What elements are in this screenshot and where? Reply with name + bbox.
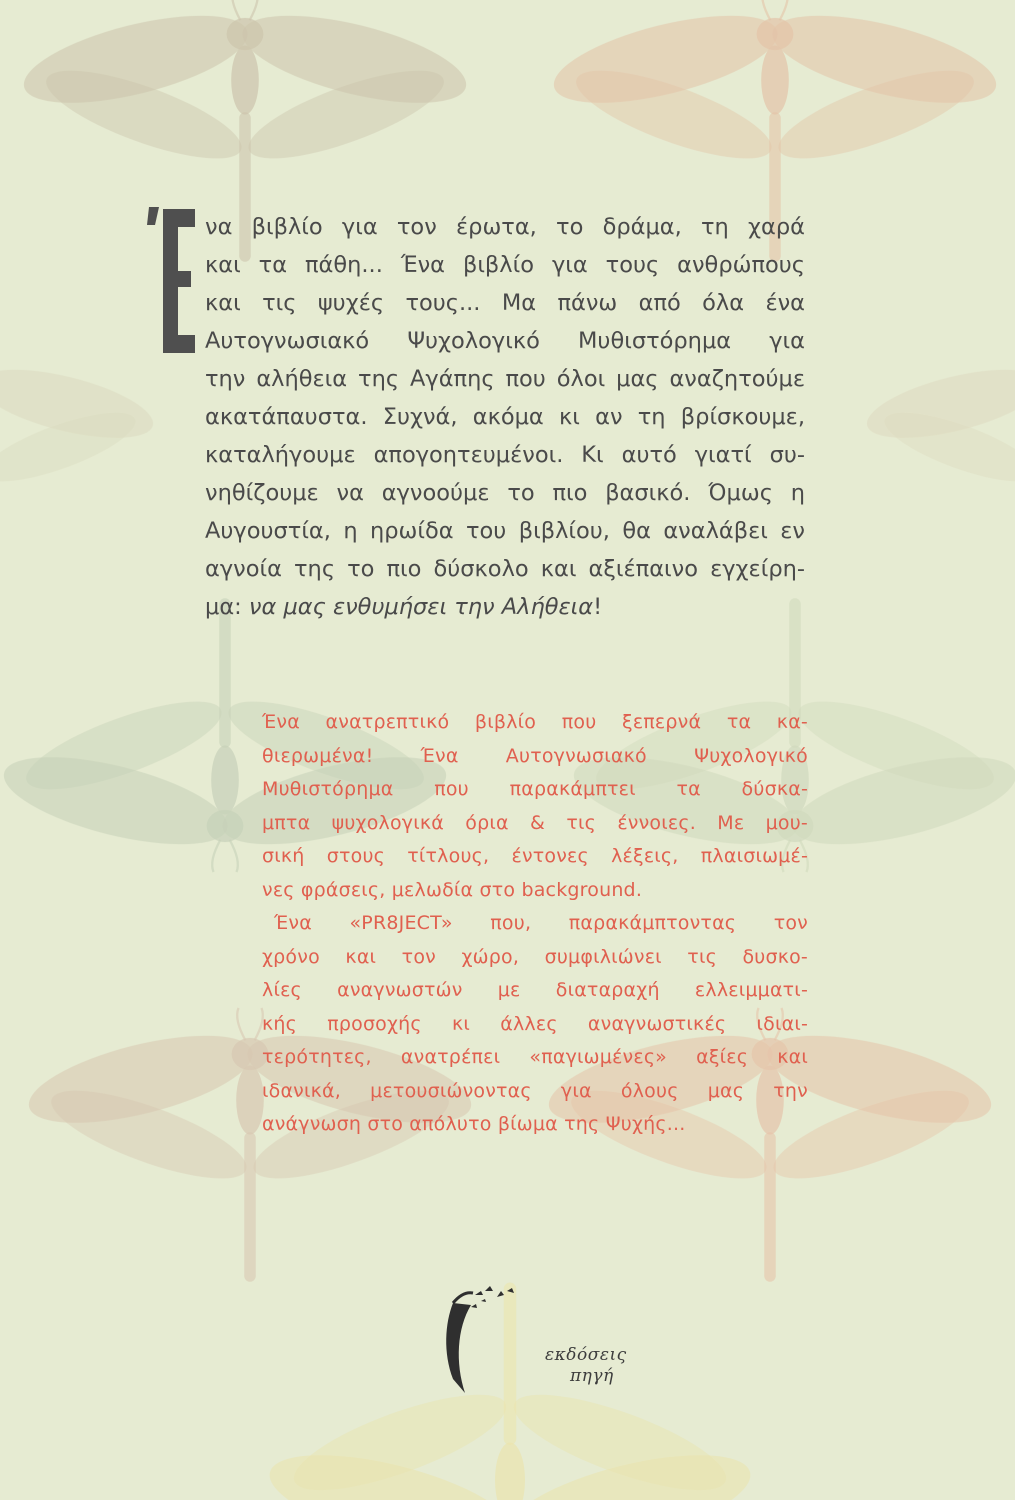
publisher-name-line2: πηγή [570, 1366, 614, 1386]
blurb-line: ιδανικά, μετουσιώνοντας για όλους μας την [262, 1079, 808, 1102]
intro-last-suffix: ! [593, 594, 603, 620]
blurb-line: τερότητες, ανατρέπει «παγιωμένες» αξίες και [262, 1046, 808, 1068]
drop-cap-letter [145, 205, 197, 355]
intro-line: νηθίζουμε να αγνοούμε το πιο βασικό. Όμως η [205, 480, 805, 506]
blurb-paragraph [262, 706, 808, 1142]
blurb-line: νες φράσεις, μελωδία στο background. [262, 878, 643, 901]
intro-line: Αυτογνωσιακό Ψυχολογικό Μυθιστόρημα για [205, 328, 805, 354]
blurb-line: λίες αναγνωστών με διαταραχή ελλειμματι- [262, 979, 808, 1001]
intro-line: την αλήθεια της Αγάπης που όλοι μας αναζητούμε [205, 366, 805, 392]
blurb-line: κής προσοχής κι άλλες αναγνωστικές ιδιαι- [262, 1012, 808, 1035]
intro-last-prefix: μα: [205, 594, 249, 620]
intro-line: αγνοία της το πιο δύσκολο και αξιέπαινο εγχείρη- [205, 556, 805, 582]
blurb-line: ανάγνωση στο απόλυτο βίωμα της Ψυχής... [262, 1113, 686, 1135]
blurb-line: Ένα «PR8JECT» που, παρακάμπτοντας τον [274, 912, 808, 934]
intro-line: καταλήγουμε απογοητευμένοι. Κι αυτό γιατί συ- [205, 442, 805, 468]
blurb-line: Ένα ανατρεπτικό βιβλίο που ξεπερνά τα κα- [262, 711, 808, 733]
intro-line: να βιβλίο για τον έρωτα, το δράμα, τη χαρά [205, 214, 805, 240]
blurb-line: Μυθιστόρημα που παρακάμπτει τα δύσκα- [262, 778, 808, 800]
intro-line: και τις ψυχές τους... Μα πάνω από όλα ένα [205, 290, 805, 316]
publisher-name-line1: εκδόσεις [545, 1345, 627, 1365]
intro-emphasis: να μας ενθυμήσει την Αλήθεια [248, 594, 594, 620]
intro-line: ακατάπαυστα. Συχνά, ακόμα κι αν τη βρίσκουμε, [205, 404, 805, 430]
intro-text [205, 208, 805, 626]
blurb-line: μπτα ψυχολογικά όρια & τις έννοιες. Με μου- [262, 811, 808, 834]
blurb-line: θιερωμένα! Ένα Αυτογνωσιακό Ψυχολογικό [262, 744, 808, 767]
intro-paragraph [205, 208, 805, 626]
intro-line: και τα πάθη... Ένα βιβλίο για τους ανθρώπους [205, 252, 805, 278]
blurb-line: σική στους τίτλους, έντονες λέξεις, πλαισιωμέ- [262, 845, 808, 867]
intro-line: Αυγουστία, η ηρωίδα του βιβλίου, θα αναλάβει εν [205, 518, 805, 544]
blurb-line: χρόνο και τον χώρο, συμφιλιώνει τις δυσκο- [262, 945, 808, 968]
intro-last-line [205, 588, 805, 626]
